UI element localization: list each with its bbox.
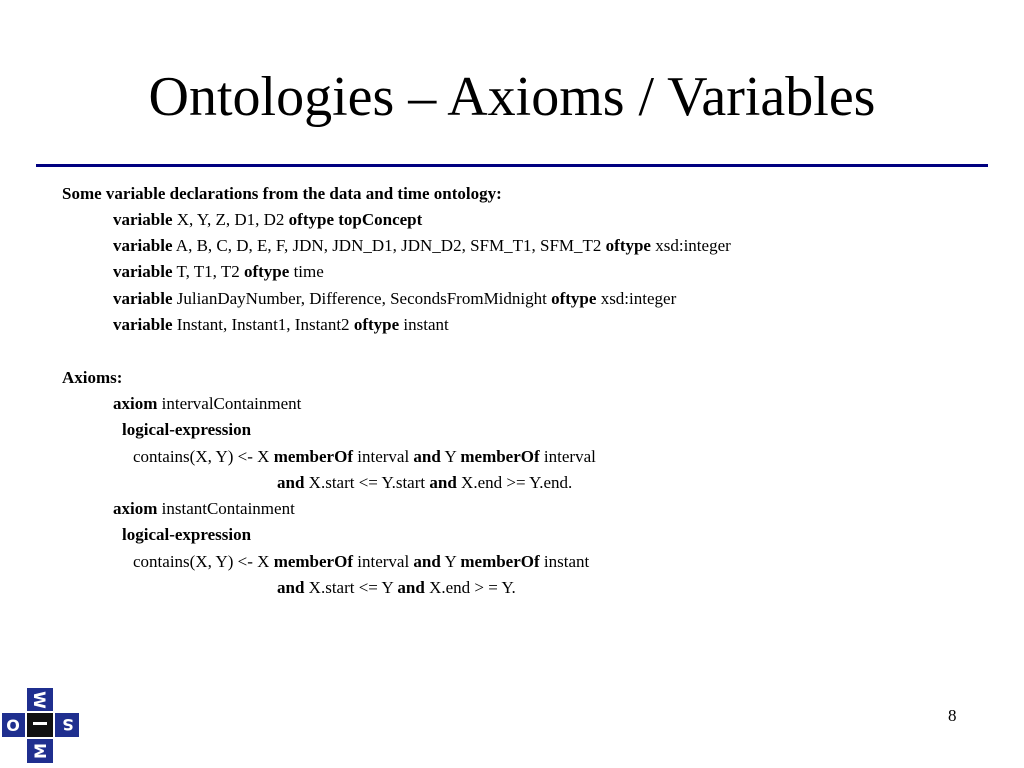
keyword: oftype topConcept [288,210,423,229]
page-number: 8 [948,706,957,725]
keyword: and [277,578,305,597]
text-segment: xsd:integer [650,236,731,255]
slide-title: Ontologies – Axioms / Variables [148,66,876,128]
keyword: and [413,447,441,466]
keyword: variable [113,315,173,334]
text-segment: X.end >= Y.end. [456,473,573,492]
text-segment: X.start <= Y.start [304,473,430,492]
variable-line [113,235,731,257]
text-segment: T, T1, T2 [172,262,244,281]
keyword: variable [113,236,173,255]
text-segment: interval [353,552,414,571]
keyword: axiom [113,499,158,518]
keyword: memberOf [460,552,540,571]
text-segment: A, B, C, D, E, F, JDN, JDN_D1, JDN_D2, SFM_T1, SFM_T2 [172,236,606,255]
keyword: axiom [113,394,158,413]
axiom-expression-line [277,577,516,599]
text-segment: contains(X, Y) <- X [133,552,274,571]
keyword: memberOf [273,447,353,466]
text-segment: interval [353,447,414,466]
axiom-expression-line [133,446,596,468]
logo-letter: O [6,716,20,735]
variable-line [113,261,324,283]
text-segment: X.start <= Y [304,578,398,597]
variables-heading: Some variable declarations from the data and time ontology: [62,184,502,203]
logo-letter: S [62,715,74,734]
keyword: and [413,552,441,571]
keyword: variable [113,289,173,308]
axiom-declaration [113,498,295,520]
text-segment: JulianDayNumber, Difference, SecondsFromMidnight [172,289,552,308]
axiom-expression-line [133,551,589,573]
axioms-heading: Axioms: [62,368,123,387]
keyword: oftype [605,236,651,255]
text-segment: contains(X, Y) <- X [133,447,274,466]
text-segment: Y [440,447,461,466]
variable-line [113,209,422,231]
keyword: oftype [353,315,400,334]
text-segment: instant [539,552,590,571]
keyword: logical-expression [122,525,252,544]
axiom-declaration [113,393,301,415]
logo-letter: W [30,691,49,709]
keyword: and [429,473,457,492]
variable-line [113,288,676,310]
axiom-expression-line [277,472,572,494]
text-segment: Y [440,552,461,571]
logo-letter: M [31,743,50,759]
logical-expression-label [122,419,251,441]
text-segment: Instant, Instant1, Instant2 [172,315,354,334]
logical-expression-label [122,524,251,546]
wsmo-logo-icon [0,686,82,766]
text-segment: xsd:integer [596,289,677,308]
keyword: and [397,578,425,597]
text-segment: X, Y, Z, D1, D2 [172,210,289,229]
logo-center-mark [33,722,47,725]
keyword: oftype [551,289,597,308]
keyword: oftype [243,262,290,281]
text-segment: instantContainment [157,499,295,518]
keyword: variable [113,262,173,281]
variable-line [113,314,449,336]
text-segment: X.end > = Y. [424,578,516,597]
text-segment: intervalContainment [157,394,302,413]
keyword: memberOf [273,552,353,571]
text-segment: interval [539,447,596,466]
text-segment: instant [399,315,449,334]
text-segment: time [289,262,324,281]
keyword: logical-expression [122,420,252,439]
keyword: and [277,473,305,492]
keyword: variable [113,210,173,229]
keyword: memberOf [460,447,540,466]
